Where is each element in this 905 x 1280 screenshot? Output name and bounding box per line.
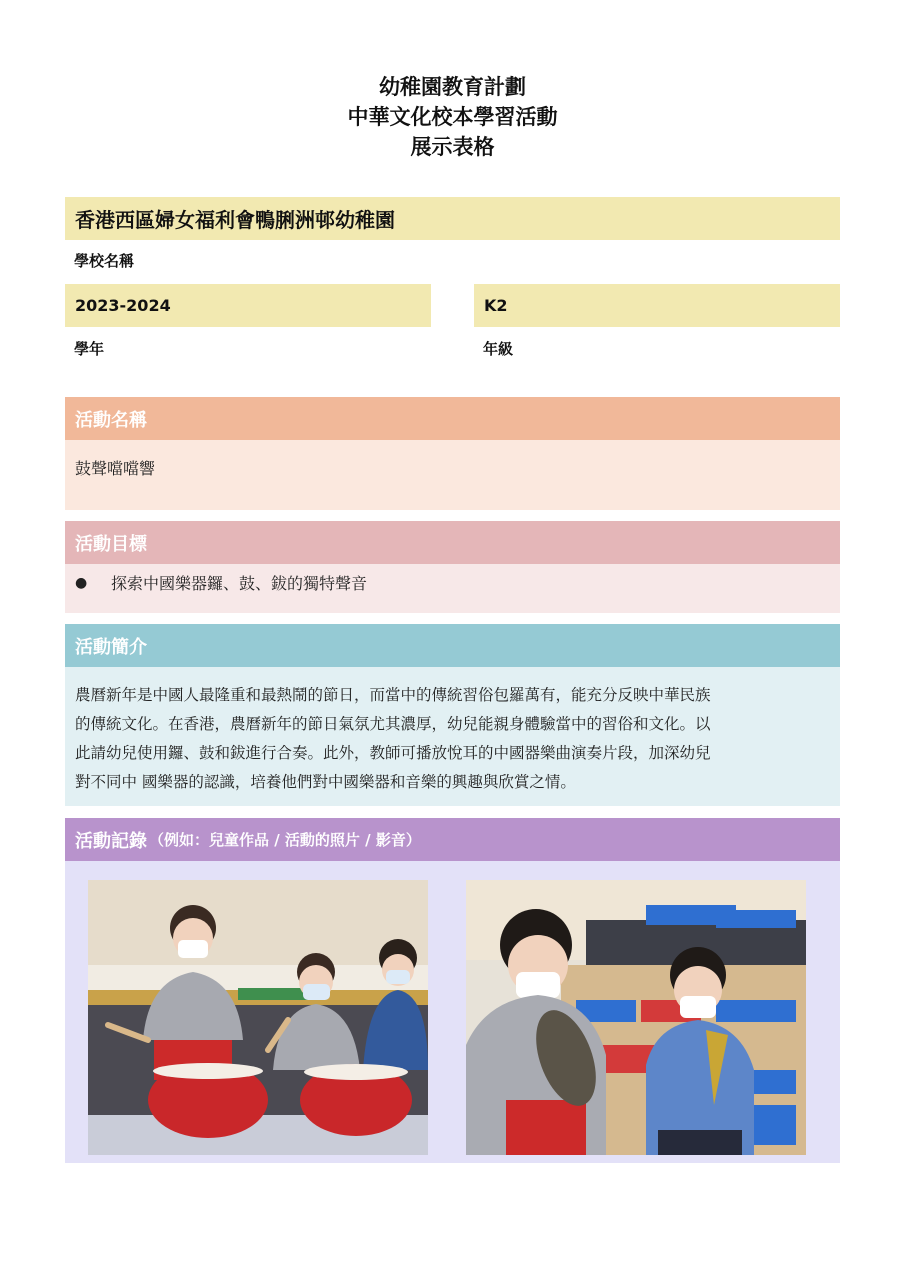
header-title-line3: 展示表格: [410, 135, 495, 159]
records-subtitle: （例如：兒童作品 / 活動的照片 / 影音）: [149, 831, 421, 849]
introduction-body: [65, 667, 840, 806]
activity-photo-cymbals: [466, 880, 806, 1155]
activity-name-title: 活動名稱: [75, 409, 147, 431]
year-field: [65, 284, 431, 327]
form-header: [0, 72, 905, 162]
bullet-icon: ●: [75, 574, 88, 591]
objectives-heading: [65, 521, 840, 564]
introduction-line: 的傳統文化。在香港，農曆新年的節日氣氛尤其濃厚，幼兒能親身體驗當中的習俗和文化。以: [75, 715, 711, 733]
records-heading: [65, 818, 840, 861]
school-name-field: [65, 197, 840, 240]
introduction-line: 對不同中 國樂器的認識，培養他們對中國樂器和音樂的興趣與欣賞之情。: [75, 773, 576, 791]
objectives-title: 活動目標: [75, 533, 147, 555]
header-title-line2: 中華文化校本學習活動: [347, 105, 558, 129]
introduction-line: 農曆新年是中國人最隆重和最熱鬧的節日，而當中的傳統習俗包羅萬有，能充分反映中華民族: [75, 686, 711, 704]
year-value: 2023-2024: [75, 296, 171, 315]
records-title: 活動記錄: [75, 830, 147, 852]
school-name-label: 學校名稱: [74, 252, 135, 270]
activity-name-value: 鼓聲噹噹響: [75, 459, 156, 478]
header-title-line1: 幼稚園教育計劃: [379, 75, 526, 99]
school-name-value: 香港西區婦女福利會鴨脷洲邨幼稚園: [75, 208, 395, 232]
grade-label: 年級: [483, 340, 514, 358]
activity-name-body: [65, 440, 840, 510]
introduction-title: 活動簡介: [75, 636, 147, 658]
objective-item: [75, 571, 840, 594]
activity-name-heading: [65, 397, 840, 440]
introduction-heading: [65, 624, 840, 667]
grade-value: K2: [484, 296, 508, 315]
year-label: 學年: [74, 340, 105, 358]
objectives-body: [65, 564, 840, 613]
grade-field: [474, 284, 840, 327]
objective-text: 探索中國樂器鑼、鼓、鈸的獨特聲音: [111, 574, 368, 593]
activity-photo-drums: [88, 880, 428, 1155]
introduction-line: 此請幼兒使用鑼、鼓和鈸進行合奏。此外，教師可播放悅耳的中國器樂曲演奏片段，加深幼兒: [75, 744, 711, 762]
